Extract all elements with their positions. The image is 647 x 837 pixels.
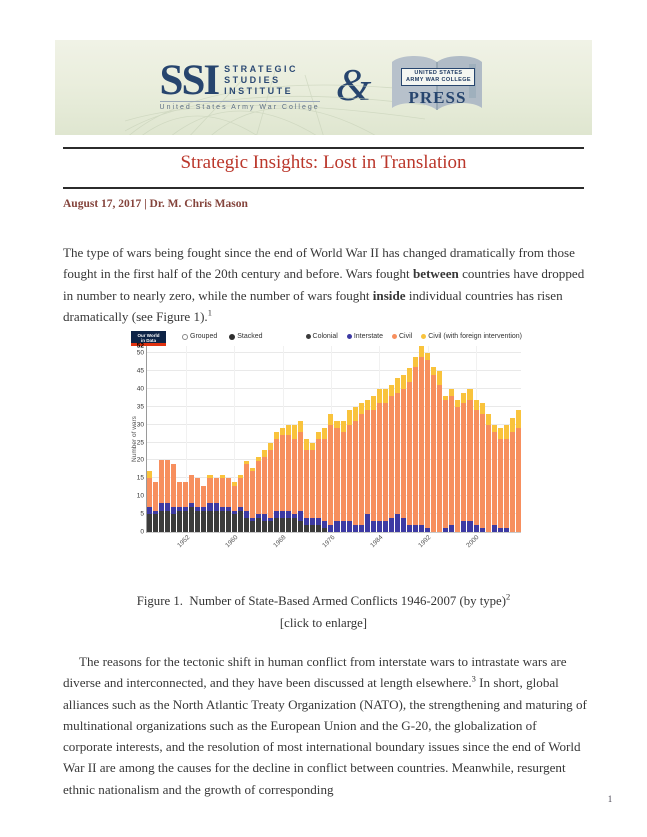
owid-logo-line: in Data	[140, 338, 156, 343]
bar-1998	[461, 346, 466, 532]
bar-1965	[262, 346, 267, 532]
bar-1958	[220, 346, 225, 532]
bar-1997	[455, 346, 460, 532]
bar-2004	[498, 346, 503, 532]
bar-1983	[371, 346, 376, 532]
bar-1988	[401, 346, 406, 532]
y-axis-label: Number of wars	[131, 416, 138, 462]
grouped-radio-label: Grouped	[190, 333, 218, 340]
stacked-radio[interactable]	[229, 333, 262, 340]
bar-1994	[437, 346, 442, 532]
ssi-logo	[159, 57, 320, 111]
bar-1973	[310, 346, 315, 532]
bar-1960	[232, 346, 237, 532]
bar-1981	[359, 346, 364, 532]
owid-logo-line: Our World	[137, 333, 160, 338]
bar-1995	[443, 346, 448, 532]
header-banner	[55, 40, 592, 135]
bar-1946	[147, 346, 152, 532]
bar-1963	[250, 346, 255, 532]
bar-1976	[328, 346, 333, 532]
legend-dot-icon	[306, 334, 311, 339]
bar-1986	[389, 346, 394, 532]
bar-1966	[268, 346, 273, 532]
divider-under-title	[63, 187, 584, 189]
footnote-ref-1: 1	[207, 307, 212, 318]
bar-1990	[413, 346, 418, 532]
click-to-enlarge-note: [click to enlarge]	[279, 616, 368, 630]
bar-1957	[214, 346, 219, 532]
ampersand: &	[335, 58, 372, 110]
ssi-subtitle: United States Army War College	[160, 101, 320, 111]
bar-1985	[383, 346, 388, 532]
bar-1953	[189, 346, 194, 532]
legend-item: Interstate	[347, 333, 383, 340]
footnote-ref-3: 3	[471, 673, 476, 684]
bar-1992	[425, 346, 430, 532]
bar-1950	[171, 346, 176, 532]
bar-1956	[207, 346, 212, 532]
bar-1955	[201, 346, 206, 532]
ssi-line: STUDIES	[224, 75, 281, 85]
paragraph-1-text: individual countries has risen dramatically (see Figure 1).	[63, 287, 563, 324]
bar-1980	[353, 346, 358, 532]
bar-1952	[183, 346, 188, 532]
bar-2000	[474, 346, 479, 532]
paragraph-2-text: In short, global alliances such as the North Atlantic Treaty Organization (NATO), the strengthening and maturing of multinational organizations such as the European Union and the G-20, the globalization of corporate interests, and the resolution of most international boundary issues since the end of World War II are among the causes for the decline in conflict between countries. Meanwhile, resurgent ethnic nationalism and the growth of corresponding	[63, 675, 587, 797]
legend-item: Civil (with foreign intervention)	[421, 333, 522, 340]
bar-1978	[341, 346, 346, 532]
legend-dot-icon	[347, 334, 352, 339]
bar-2003	[492, 346, 497, 532]
legend-item: Civil	[392, 333, 412, 340]
chart-legend	[306, 333, 522, 340]
bar-1954	[195, 346, 200, 532]
bar-1991	[419, 346, 424, 532]
paragraph-2	[63, 651, 587, 800]
bar-1947	[153, 346, 158, 532]
bar-1993	[431, 346, 436, 532]
bar-1999	[467, 346, 472, 532]
press-line: UNITED STATES	[414, 69, 463, 76]
paragraph-2-text: The reasons for the tectonic shift in human conflict from interstate wars to intrastate wars are diverse and interconnected, and they have been discussed at length elsewhere.	[63, 654, 567, 691]
bar-1971	[298, 346, 303, 532]
bar-1948	[159, 346, 164, 532]
bar-2005	[504, 346, 509, 532]
footnote-ref-2: 2	[506, 591, 511, 602]
bar-1959	[226, 346, 231, 532]
bar-2007	[516, 346, 521, 532]
bar-1970	[292, 346, 297, 532]
bar-1969	[286, 346, 291, 532]
legend-dot-icon	[421, 334, 426, 339]
bar-1967	[274, 346, 279, 532]
bold-inside: inside	[372, 287, 406, 303]
paragraph-1-text: The type of wars being fought since the end of World War II has changed dramatically from those fought in the first half of the 20th century and before. Wars fought	[63, 245, 575, 282]
ssi-acronym: SSI	[159, 57, 219, 104]
bar-1975	[322, 346, 327, 532]
bold-between: between	[412, 266, 459, 282]
bar-1961	[238, 346, 243, 532]
bar-1968	[280, 346, 285, 532]
page-number: 1	[607, 794, 613, 804]
page-title: Strategic Insights: Lost in Translation	[180, 152, 467, 173]
divider-top	[63, 147, 584, 149]
bar-2002	[486, 346, 491, 532]
figure-caption-text: Figure 1. Number of State-Based Armed Conflicts 1946-2007 (by type)	[136, 594, 507, 608]
chart-mode-controls	[182, 333, 263, 340]
bar-1989	[407, 346, 412, 532]
figure-1-chart[interactable]	[130, 329, 522, 565]
paragraph-1-text: countries have dropped in number to nearly zero, while the number of wars fought	[63, 266, 585, 303]
press-line: ARMY WAR COLLEGE	[405, 76, 471, 83]
byline: August 17, 2017 | Dr. M. Chris Mason	[63, 198, 248, 210]
press-logo	[387, 52, 487, 124]
ssi-line: STRATEGIC	[224, 64, 298, 74]
bar-1982	[365, 346, 370, 532]
radio-unchecked-icon	[182, 334, 188, 340]
bar-1974	[316, 346, 321, 532]
press-name: PRESS	[408, 87, 467, 107]
paragraph-1	[63, 242, 587, 327]
radio-checked-icon	[229, 334, 235, 340]
press-title-box	[401, 68, 475, 86]
bar-1964	[256, 346, 261, 532]
stacked-radio-label: Stacked	[237, 333, 263, 340]
bar-1996	[449, 346, 454, 532]
legend-dot-icon	[392, 334, 397, 339]
bar-1979	[347, 346, 352, 532]
bar-1972	[304, 346, 309, 532]
bar-1951	[177, 346, 182, 532]
chart-plot: Number of wars 0 5 10 15 20 25 30 35 40 45 50 52 1952 1960 1968 1976 1984 1992 2000	[146, 346, 521, 533]
bar-2006	[510, 346, 515, 532]
grouped-radio[interactable]	[182, 333, 217, 340]
bar-1984	[377, 346, 382, 532]
bar-2001	[480, 346, 485, 532]
chart-bars	[147, 346, 521, 532]
bar-1987	[395, 346, 400, 532]
figure-caption	[0, 590, 647, 634]
bar-1962	[244, 346, 249, 532]
open-book-icon	[387, 54, 487, 118]
bar-1949	[165, 346, 170, 532]
ssi-line: INSTITUTE	[224, 86, 294, 96]
legend-item: Colonial	[306, 333, 338, 340]
bar-1977	[334, 346, 339, 532]
